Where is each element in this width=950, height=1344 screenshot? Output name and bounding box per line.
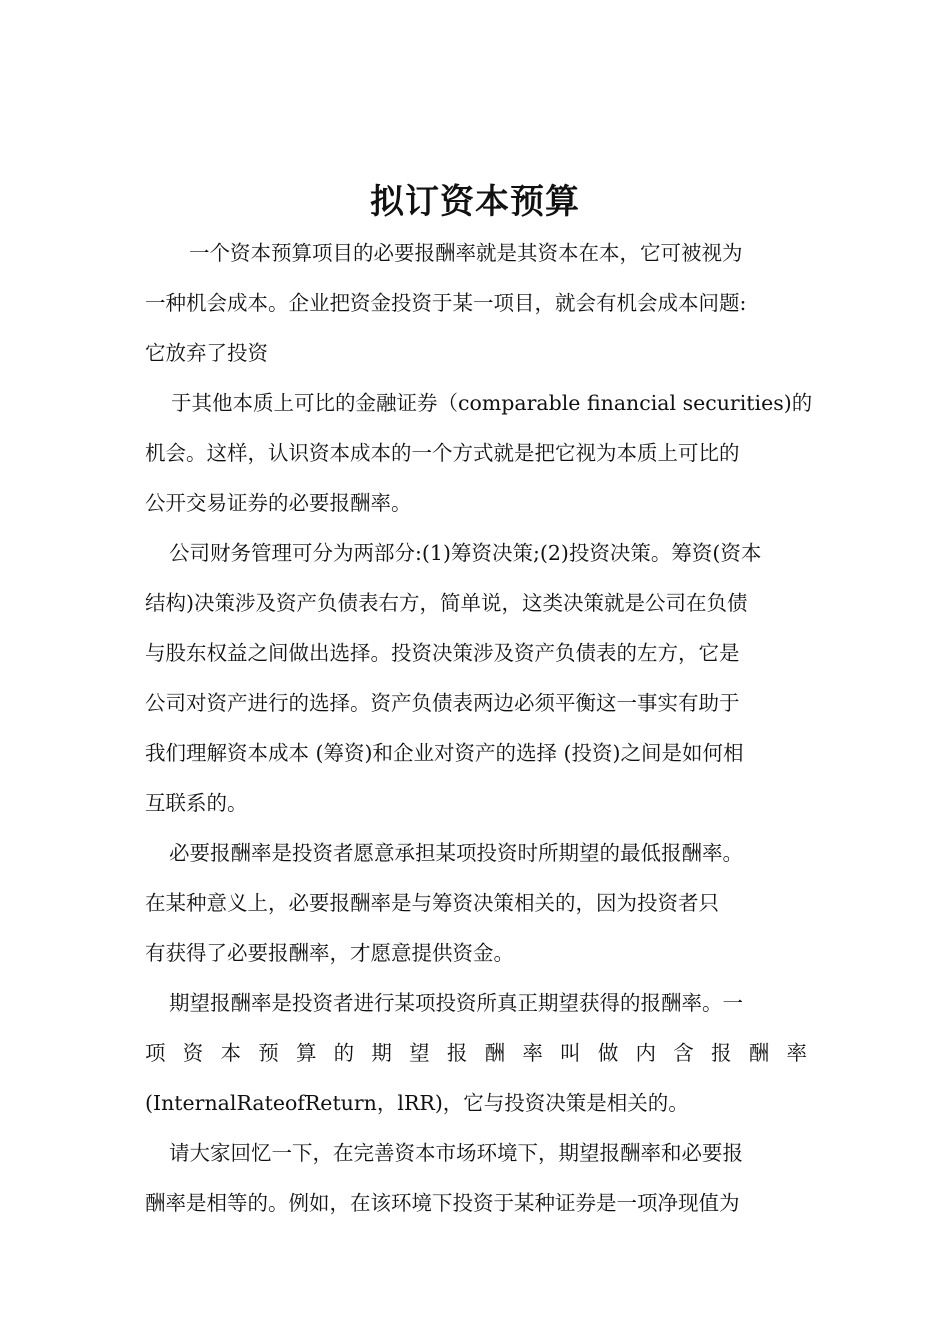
text-char: 率	[786, 1041, 807, 1065]
text-char: 项	[145, 1041, 166, 1065]
text-char: 的	[333, 1041, 355, 1065]
document-body	[145, 228, 813, 1228]
text-line: 一种机会成本。企业把资金投资于某一项目，就会有机会成本问题:	[145, 291, 747, 315]
text-char: 含	[673, 1041, 694, 1065]
text-line: 必要报酬率是投资者愿意承担某项投资时所期望的最低报酬率。	[169, 841, 743, 865]
text-line: 有获得了必要报酬率，才愿意提供资金。	[145, 941, 514, 965]
text-line: 结构)决策涉及资产负债表右方，简单说，这类决策就是公司在负债	[145, 591, 748, 615]
text-line: 公司对资产进行的选择。资产负债表两边必须平衡这一事实有助于	[145, 691, 740, 715]
text-char: 内	[635, 1041, 657, 1065]
paragraph-1	[145, 228, 807, 378]
text-char: 率	[522, 1041, 543, 1065]
paragraph-3	[145, 528, 807, 828]
text-char: 望	[409, 1041, 430, 1065]
text-line: 与股东权益之间做出选择。投资决策涉及资产负债表的左方，它是	[145, 641, 740, 665]
text-line: 公司财务管理可分为两部分:(1)筹资决策;(2)投资决策。筹资(资本	[169, 541, 762, 565]
text-char: 算	[295, 1041, 317, 1065]
text-char: 叫	[560, 1041, 581, 1065]
text-line: 在某种意义上，必要报酬率是与筹资决策相关的，因为投资者只	[145, 891, 719, 915]
text-char: 本	[220, 1041, 241, 1065]
text-line: 于其他本质上可比的金融证券（comparable financial securities)的	[171, 391, 813, 415]
text-line: 请大家回忆一下，在完善资本市场环境下，期望报酬率和必要报	[169, 1141, 743, 1165]
text-char: 预	[258, 1041, 279, 1065]
text-line: 期望报酬率是投资者进行某项投资所真正期望获得的报酬率。一	[169, 991, 743, 1015]
paragraph-4	[145, 828, 807, 978]
text-char: 酬	[748, 1041, 770, 1065]
paragraph-6	[145, 1128, 807, 1228]
text-char: 做	[597, 1041, 619, 1065]
text-line: 它放弃了投资	[145, 341, 268, 365]
text-line: 酬率是相等的。例如，在该环境下投资于某种证券是一项净现值为	[145, 1191, 740, 1215]
text-char: 酬	[484, 1041, 506, 1065]
text-line: 一个资本预算项目的必要报酬率就是其资本在本，它可被视为	[189, 241, 743, 265]
text-char: 报	[446, 1041, 468, 1065]
text-line: 互联系的。	[145, 791, 248, 815]
text-line: 机会。这样，认识资本成本的一个方式就是把它视为本质上可比的	[145, 441, 740, 465]
text-line: 公开交易证券的必要报酬率。	[145, 491, 412, 515]
document-title: 拟订资本预算	[370, 182, 580, 222]
text-line-justified	[145, 1028, 807, 1078]
text-line: (InternalRateofReturn，lRR)，它与投资决策是相关的。	[145, 1091, 689, 1115]
text-char: 报	[711, 1041, 732, 1065]
text-char: 资	[182, 1041, 204, 1065]
text-char: 期	[371, 1041, 392, 1065]
paragraph-5	[145, 978, 807, 1128]
text-line: 我们理解资本成本 (筹资)和企业对资产的选择 (投资)之间是如何相	[145, 741, 744, 765]
paragraph-2	[145, 378, 813, 528]
